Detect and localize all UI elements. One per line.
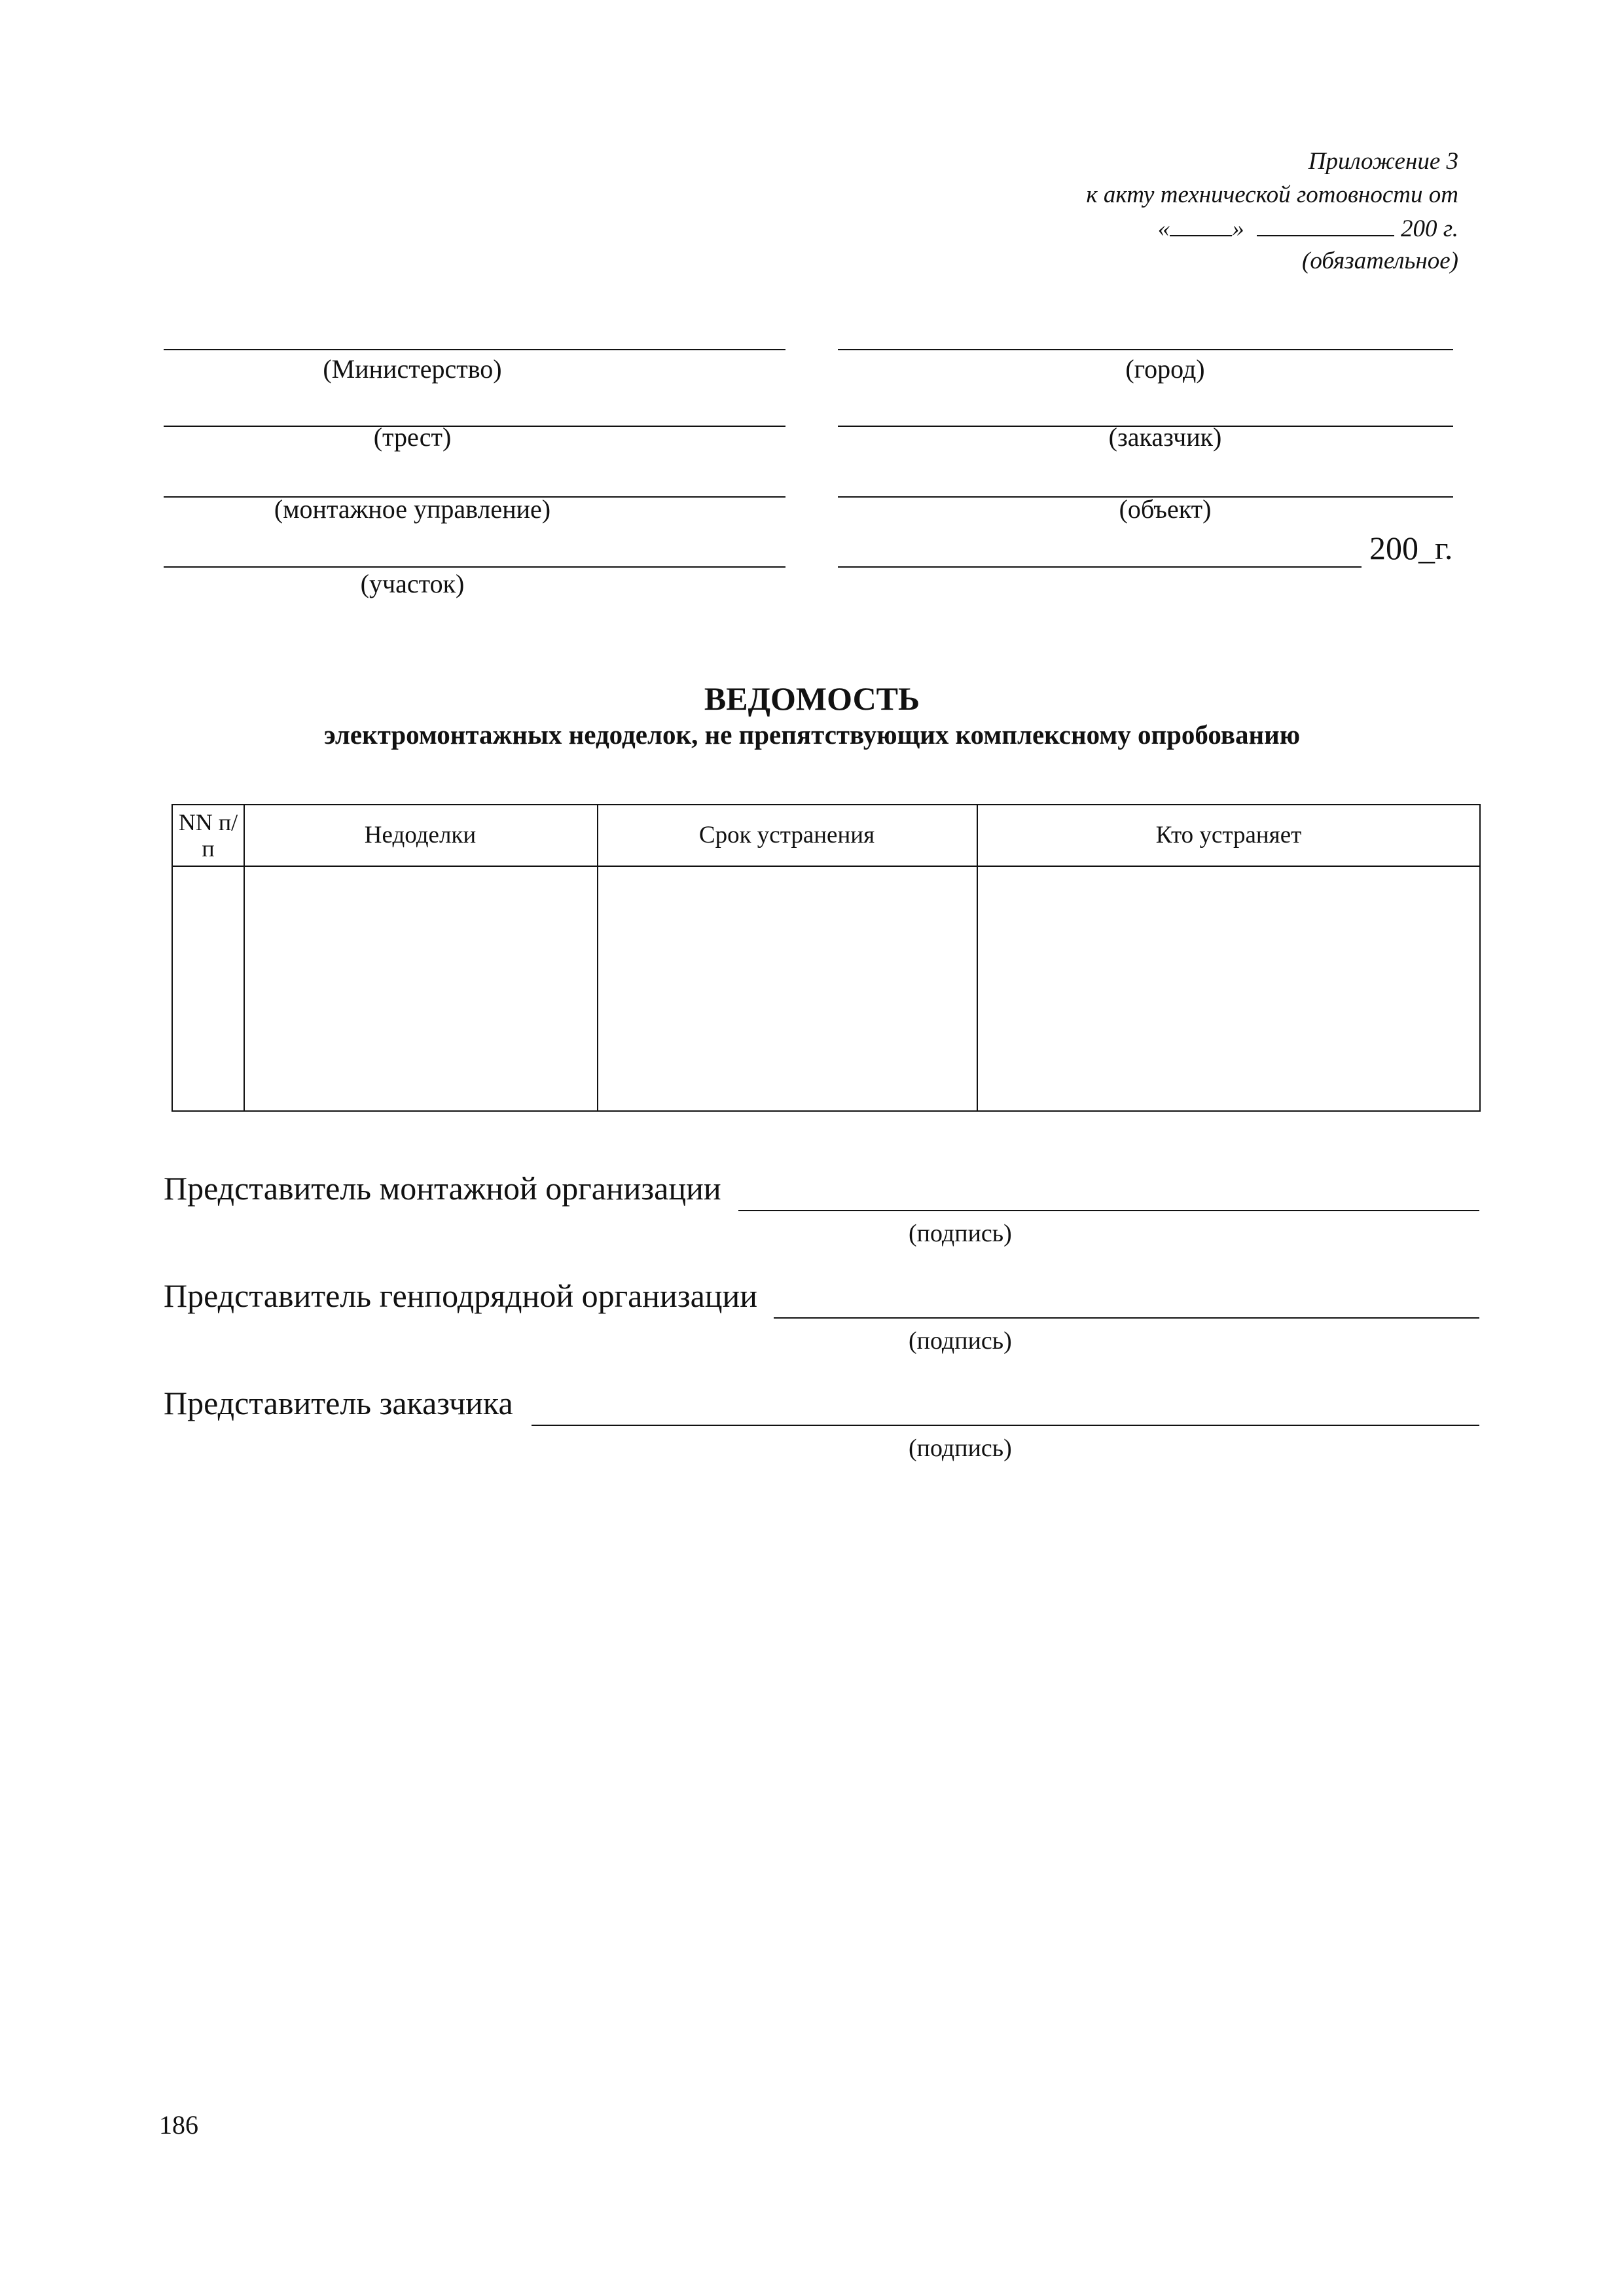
installation-dept-label: (монтажное управление) xyxy=(274,494,551,524)
signature-customer-caption: (подпись) xyxy=(909,1434,1012,1462)
page-number: 186 xyxy=(159,2110,198,2140)
signature-installation-label: Представитель монтажной организации xyxy=(164,1170,721,1207)
signature-installation-caption: (подпись) xyxy=(909,1220,1012,1247)
date-close-quote: » xyxy=(1232,215,1244,242)
table-header-deadline: Срок устранения xyxy=(698,822,875,849)
customer-label: (заказчик) xyxy=(1108,422,1222,452)
ministry-line xyxy=(164,349,785,350)
table-header-responsible: Кто устраняет xyxy=(1155,822,1302,849)
city-label: (город) xyxy=(1125,354,1205,384)
appendix-reference: к акту технической готовности от xyxy=(1086,181,1458,208)
appendix-mandatory-note: (обязательное) xyxy=(1302,247,1458,274)
ministry-label: (Министерство) xyxy=(323,354,502,384)
date-fill-line xyxy=(838,566,1362,568)
appendix-date-line xyxy=(1158,211,1458,246)
date-year: 200 г. xyxy=(1401,215,1458,242)
trust-label: (трест) xyxy=(373,422,452,452)
appendix-label: Приложение 3 xyxy=(1308,148,1458,175)
signature-customer-line[interactable] xyxy=(532,1425,1479,1426)
signature-installation-line[interactable] xyxy=(738,1210,1479,1211)
table-header-number: NN п/п xyxy=(178,809,238,862)
signature-general-contractor-label: Представитель генподрядной организации xyxy=(164,1277,758,1314)
defects-table xyxy=(171,804,1481,1112)
date-day-blank xyxy=(1170,211,1232,236)
date-open-quote: « xyxy=(1157,215,1170,242)
object-label: (объект) xyxy=(1119,494,1212,524)
site-label: (участок) xyxy=(360,569,465,598)
table-row xyxy=(173,867,1479,1110)
site-line xyxy=(164,566,785,568)
signature-general-contractor-line[interactable] xyxy=(774,1317,1479,1319)
document-title: ВЕДОМОСТЬ xyxy=(704,680,920,717)
table-header-defects: Недоделки xyxy=(364,822,477,849)
document-subtitle: электромонтажных недоделок, не препятствующих комплексному опробованию xyxy=(323,720,1301,750)
date-month-blank xyxy=(1257,211,1394,236)
signature-customer-label: Представитель заказчика xyxy=(164,1385,513,1421)
signature-general-contractor-caption: (подпись) xyxy=(909,1327,1012,1355)
date-fill-year: 200_г. xyxy=(1369,530,1453,566)
city-line xyxy=(838,349,1453,350)
